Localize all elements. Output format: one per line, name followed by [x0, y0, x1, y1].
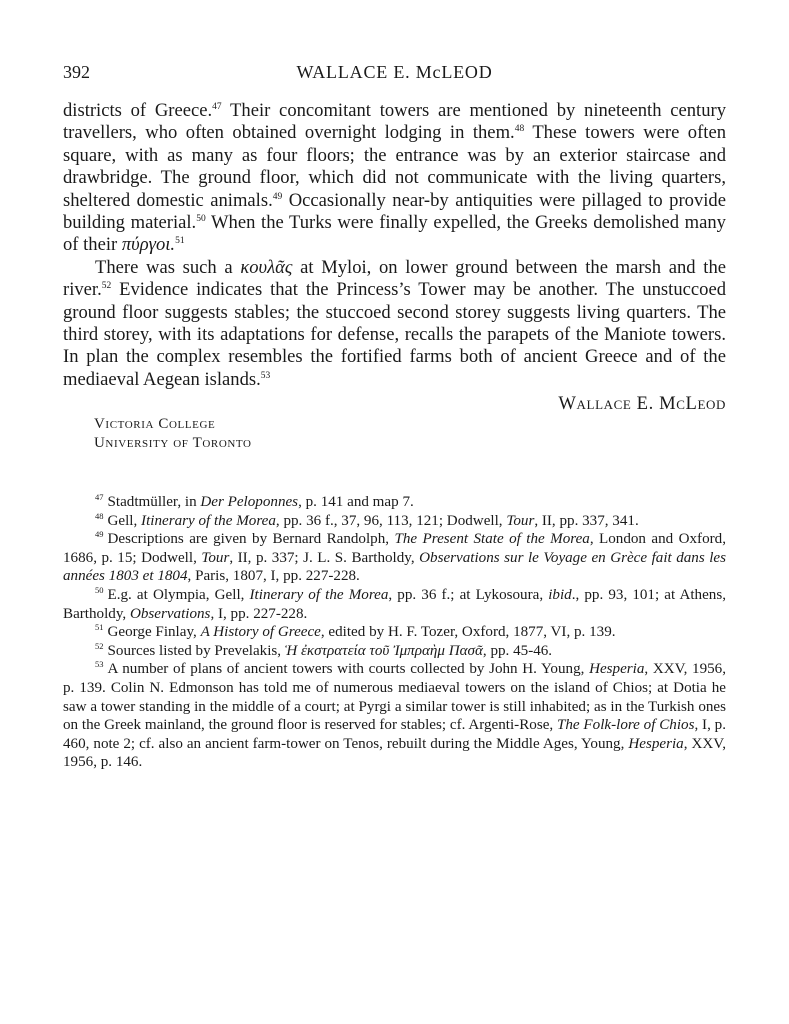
- text-run: , II, p. 337; J. L. S. Bartholdy,: [229, 549, 420, 566]
- citation-title: Der Peloponnes: [200, 494, 299, 510]
- citation-title: A History of Greece: [200, 624, 321, 641]
- footnote-52: [63, 642, 726, 661]
- citation-title: ibid: [548, 586, 572, 603]
- text-run: , pp. 36 f.; at Lykosoura,: [388, 586, 549, 603]
- text-run: , pp. 45-46.: [482, 642, 553, 659]
- citation-title: Observations: [129, 605, 211, 622]
- text-run: , pp. 36 f., 37, 96, 113, 121; Dodwell,: [275, 512, 507, 529]
- footnote-ref-47: 47: [212, 102, 222, 112]
- article-body: [63, 100, 726, 391]
- footnote-number: 49: [95, 529, 104, 540]
- text-run: A number of plans of ancient towers with courts collected by John H. Young,: [107, 661, 590, 678]
- author-signature: Wallace E. McLeod: [558, 393, 726, 414]
- text-run: , p. 141 and map 7.: [298, 494, 414, 510]
- text-run: E.g. at Olympia, Gell,: [107, 586, 250, 603]
- text-run: , XXV, 1956, p. 146.: [63, 735, 726, 771]
- text-run: Descriptions are given by Bernard Randolph,: [107, 531, 395, 548]
- footnote-50: [63, 586, 726, 623]
- citation-title: Observations sur le Voyage en Grèce fait dans les années 1803 et 1804: [63, 549, 726, 585]
- running-header: [63, 62, 726, 88]
- text-run: , II, pp. 337, 341.: [534, 512, 639, 529]
- footnote-49: [63, 530, 726, 586]
- text-run: Occasionally near-by antiquities were pillaged to provide building material.: [63, 189, 726, 234]
- author-affiliation: [94, 415, 252, 453]
- text-run: , I, p. 460, note 2; cf. also an ancient farm-tower on Tenos, rebuilt during the Middle Ages, Young,: [63, 717, 726, 752]
- footnote-ref-50: 50: [196, 214, 206, 225]
- citation-title: Tour: [506, 512, 535, 529]
- text-run: Sources listed by Prevelakis,: [107, 642, 285, 659]
- citation-title: Itinerary of the Morea: [141, 512, 276, 529]
- footnote-number: 52: [95, 640, 104, 651]
- footnote-ref-52: 52: [101, 281, 112, 292]
- text-run: Their concomitant towers are mentioned by nineteenth century travellers, who often obtained overnight lodging in them.: [63, 100, 726, 144]
- footnote-number: 51: [95, 622, 104, 633]
- citation-title: The Present State of the Morea: [394, 531, 590, 548]
- text-run: Evidence indicates that the Princess’s Tower may be another. The unstuccoed ground floor suggests stables; the stuccoed second storey suggests living quarters. The third storey, with its adaptations for defense, recalls the parapets of the Maniote towers. In plan the complex resembles the fortified farms both of ancient Greece and of the mediaeval Aegean islands.: [63, 279, 726, 390]
- footnote-number: 48: [95, 510, 104, 521]
- affiliation-line: University of Toronto: [94, 435, 252, 451]
- text-run: , London and Oxford, 1686, p. 15; Dodwell,: [63, 531, 726, 566]
- citation-title: The Folk-lore of Chios: [556, 717, 695, 734]
- citation-title: Ἡ ἐκστρατεία τοῦ Ἰμπραὴμ Πασᾶ: [284, 642, 483, 659]
- footnote-ref-51: 51: [175, 236, 185, 247]
- body-paragraph-2: [63, 257, 726, 391]
- text-run: districts of Greece.: [63, 100, 213, 121]
- text-run: , XXV, 1956, p. 139. Colin N. Edmonson has told me of numerous mediaeval towers on the island of Chios; at Dotia he saw a tower standing in the middle of a court; at Pyrgi a similar tower is still inhabited; as in the Turkish ones on the Greek mainland, the ground floor is reserved for stables; cf. Argenti-Rose,: [63, 661, 726, 734]
- text-run: These towers were often square, with as many as four floors; the entrance was by an exterior staircase and drawbridge. The ground floor, which did not communicate with the living quarters, sheltered domestic animals.: [63, 122, 726, 211]
- footnote-number: 50: [95, 584, 104, 595]
- body-paragraph-1: [63, 100, 726, 257]
- citation-title: Tour: [201, 549, 230, 566]
- footnote-ref-49: 49: [272, 191, 283, 202]
- text-run: , I, pp. 227-228.: [210, 605, 308, 622]
- footnote-47: [63, 493, 726, 512]
- text-run: ., pp. 93, 101; at Athens, Bartholdy,: [63, 586, 726, 622]
- text-run: at Myloi, on lower ground between the marsh and the river.: [63, 256, 726, 301]
- text-run: There was such a: [95, 256, 241, 278]
- footnote-ref-48: 48: [514, 124, 525, 135]
- footnote-number: 47: [95, 492, 104, 502]
- page-number: 392: [63, 62, 90, 82]
- greek-term: πύργοι.: [121, 234, 176, 256]
- text-run: Stadtmüller, in: [107, 494, 201, 510]
- running-head-author: WALLACE E. McLEOD: [296, 62, 493, 82]
- greek-term: κουλᾶς: [240, 256, 293, 278]
- text-run: , Paris, 1807, I, pp. 227-228.: [187, 568, 360, 585]
- affiliation-line: Victoria College: [94, 416, 216, 432]
- text-run: George Finlay,: [107, 624, 201, 641]
- footnote-ref-53: 53: [260, 370, 271, 381]
- text-run: , edited by H. F. Tozer, Oxford, 1877, VI, p. 139.: [320, 624, 616, 641]
- footnote-51: [63, 623, 726, 642]
- citation-title: Hesperia: [589, 661, 645, 678]
- footnotes: [63, 493, 726, 772]
- text-run: Gell,: [107, 512, 142, 529]
- text-run: When the Turks were finally expelled, the Greeks demolished many of their: [63, 212, 726, 256]
- citation-title: Hesperia: [628, 735, 684, 752]
- footnote-number: 53: [95, 659, 104, 670]
- citation-title: Itinerary of the Morea: [249, 586, 389, 603]
- footnote-48: [63, 512, 726, 531]
- footnote-53: [63, 660, 726, 772]
